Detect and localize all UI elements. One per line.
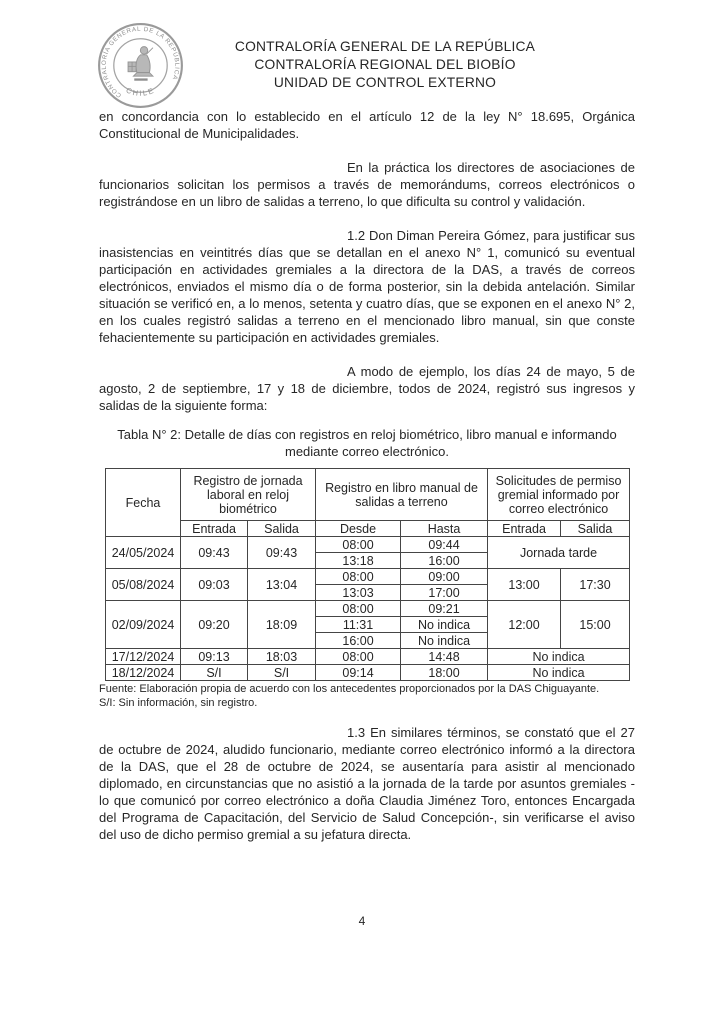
table-cell: 09:21 [401, 601, 488, 617]
table-row [106, 537, 630, 553]
attendance-table-body [106, 537, 630, 681]
table-cell: No indica [401, 617, 488, 633]
table-cell: 09:14 [316, 665, 401, 681]
table-cell: 13:03 [316, 585, 401, 601]
table-cell: 08:00 [316, 569, 401, 585]
column-header-entrada-bio: Entrada [181, 521, 248, 537]
table-cell: 09:43 [181, 537, 248, 569]
column-header-desde: Desde [316, 521, 401, 537]
table-cell: 08:00 [316, 537, 401, 553]
table-cell: 09:44 [401, 537, 488, 553]
table-header-sub-row [106, 521, 630, 537]
table-row [106, 649, 630, 665]
paragraph-practica: En la práctica los directores de asociaciones de funcionarios solicitan los permisos a través de memorándums, correos electrónicos o registrándose en un libro de salidas a terreno, lo que dificulta su control y validación. [99, 160, 635, 209]
paragraph-continuation: en concordancia con lo establecido en el artículo 12 de la ley N° 18.695, Orgánica Constitucional de Municipalidades. [99, 109, 635, 141]
table-cell: Jornada tarde [488, 537, 630, 569]
paragraph-ejemplo: A modo de ejemplo, los días 24 de mayo, 5 de agosto, 2 de septiembre, 17 y 18 de diciembre, todos de 2024, registró sus ingresos y salidas de la siguiente forma: [99, 364, 635, 413]
table-cell: 24/05/2024 [106, 537, 181, 569]
table-cell: 02/09/2024 [106, 601, 181, 649]
table-cell: 16:00 [316, 633, 401, 649]
table-cell: S/I [181, 665, 248, 681]
table-cell: 18/12/2024 [106, 665, 181, 681]
org-line-3: UNIDAD DE CONTROL EXTERNO [273, 75, 497, 90]
table-row [106, 665, 630, 681]
table-cell: S/I [248, 665, 316, 681]
attendance-table-head [106, 469, 630, 537]
table-cell: 14:48 [401, 649, 488, 665]
table-caption: Tabla N° 2: Detalle de días con registros en reloj biométrico, libro manual e informando mediante correo electrónico. [117, 427, 617, 459]
table-cell: No indica [488, 665, 630, 681]
table-cell: 12:00 [488, 601, 561, 649]
table-cell: No indica [488, 649, 630, 665]
table-header-group-row [106, 469, 630, 521]
paragraph-1-3: 1.3 En similares términos, se constató que el 27 de octubre de 2024, aludido funcionario, mediante correo electrónico informó a la directora de la DAS, que el 28 de octubre de 2024, se ausentaría para asistir al mencionado diplomado, en circunstancias que no asistió a la jornada de la tarde por asuntos gremiales -lo que comunicó por correo electrónico a doña Claudia Jiménez Toro, entonces Encargada del Programa de Capacitación, del Servicio de Salud Concepción-, sin verificarse el aviso del uso de dicho permiso gremial a su jefatura directa. [99, 725, 635, 842]
table-cell: 09:00 [401, 569, 488, 585]
table-cell: 05/08/2024 [106, 569, 181, 601]
column-header-entrada-permiso: Entrada [488, 521, 561, 537]
table-cell: 08:00 [316, 649, 401, 665]
table-row [106, 569, 630, 585]
org-line-2: CONTRALORÍA REGIONAL DEL BIOBÍO [254, 57, 516, 72]
table-cell: 09:20 [181, 601, 248, 649]
org-line-1: CONTRALORÍA GENERAL DE LA REPÚBLICA [234, 39, 536, 54]
column-group-permiso-gremial: Solicitudes de permiso gremial informado por correo electrónico [488, 469, 630, 521]
column-header-salida-permiso: Salida [561, 521, 630, 537]
table-cell: 18:09 [248, 601, 316, 649]
seal-ring-text: CONTRALORÍA GENERAL DE LA REPÚBLICA [100, 25, 181, 99]
table-cell: 16:00 [401, 553, 488, 569]
table-cell: 08:00 [316, 601, 401, 617]
footnote-si: S/I: Sin información, sin registro. [99, 696, 258, 709]
table-cell: 17:00 [401, 585, 488, 601]
table-cell: 13:18 [316, 553, 401, 569]
table-footnotes [99, 683, 635, 710]
page-number: 4 [358, 914, 366, 928]
table-cell: 15:00 [561, 601, 630, 649]
document-body [99, 108, 635, 860]
table-row [106, 601, 630, 617]
table-cell: 18:03 [248, 649, 316, 665]
paragraph-1-2: 1.2 Don Diman Pereira Gómez, para justificar sus inasistencias en veintitrés días que se detallan en el anexo N° 1, comunicó su eventual participación en actividades gremiales a la directora de la DAS, a través de correos electrónicos, enviados el mismo día o de forma posterior, sin la debida antelación. Similar situación se verificó en, a lo menos, setenta y cuatro días, que se exponen en el anexo N° 2, en los cuales registró salidas a terreno en el mencionado libro manual, sin que conste fehacientemente su participación en actividades gremiales. [99, 228, 635, 345]
column-header-fecha: Fecha [106, 469, 181, 537]
table-cell: 17:30 [561, 569, 630, 601]
table-cell: 13:04 [248, 569, 316, 601]
org-title-block [145, 38, 625, 92]
table-cell: 09:03 [181, 569, 248, 601]
footnote-source: Fuente: Elaboración propia de acuerdo con los antecedentes proporcionados por la DAS Chiguayante. [99, 683, 600, 695]
column-header-salida-bio: Salida [248, 521, 316, 537]
table-cell: 17/12/2024 [106, 649, 181, 665]
column-header-hasta: Hasta [401, 521, 488, 537]
table-cell: No indica [401, 633, 488, 649]
attendance-table [105, 468, 630, 681]
seal-country-text: CHILE [124, 85, 157, 98]
table-cell: 11:31 [316, 617, 401, 633]
table-cell: 13:00 [488, 569, 561, 601]
column-group-libro-manual: Registro en libro manual de salidas a terreno [316, 469, 488, 521]
column-group-biometrico: Registro de jornada laboral en reloj biométrico [181, 469, 316, 521]
table-cell: 18:00 [401, 665, 488, 681]
table-cell: 09:43 [248, 537, 316, 569]
table-cell: 09:13 [181, 649, 248, 665]
